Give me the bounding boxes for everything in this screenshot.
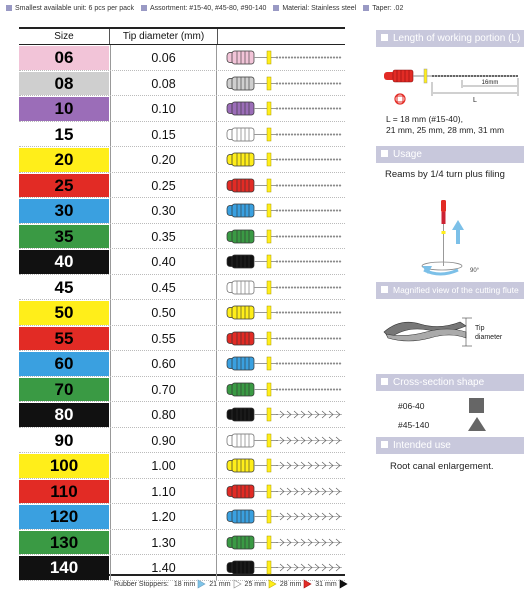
k-file-icon: [218, 555, 345, 580]
triangle-section-icon: [467, 416, 487, 432]
table-row: [19, 173, 345, 199]
table-row: [19, 300, 345, 326]
tip-diameter-cell: 0.55: [110, 326, 217, 352]
file-illustration: [218, 147, 345, 173]
table-row: [19, 377, 345, 403]
file-length-diagram: [380, 62, 520, 110]
table-row: [19, 275, 345, 301]
tip-diameter-cell: 0.30: [110, 198, 217, 224]
angle-label: 90°: [470, 268, 480, 274]
spec-material: Material: Stainless steel: [282, 5, 357, 12]
table-row: [19, 71, 345, 97]
size-cell: 100: [19, 454, 109, 478]
tip-diameter-cell: 1.40: [110, 555, 217, 581]
stopper-28: 28 mm: [280, 581, 313, 588]
bullet-square-icon: [273, 5, 279, 11]
size-cell: 15: [19, 123, 109, 147]
tip-diameter-cell: 0.90: [110, 428, 217, 454]
tip-diameter-cell: 0.35: [110, 224, 217, 250]
table-row: [19, 555, 345, 581]
square-section-icon: [469, 398, 484, 413]
table-row: [19, 351, 345, 377]
table-row: [19, 504, 345, 530]
k-file-icon: [218, 173, 345, 198]
size-cell: 35: [19, 225, 109, 249]
stoppers-label: Rubber Stoppers:: [114, 581, 169, 588]
file-illustration: [218, 479, 345, 505]
file-illustration: [218, 122, 345, 148]
section-usage: Usage: [376, 146, 524, 163]
length-text-1: L = 18 mm (#15-40),: [386, 114, 463, 124]
k-file-icon: [218, 45, 345, 70]
tip-diameter-cell: 0.10: [110, 96, 217, 122]
tip-diameter-cell: 0.08: [110, 71, 217, 97]
file-illustration: [218, 198, 345, 224]
table-row: [19, 249, 345, 275]
k-file-icon: [218, 453, 345, 478]
file-illustration: [218, 555, 345, 581]
file-illustration: [218, 173, 345, 199]
k-file-icon: [218, 428, 345, 453]
flute-diagram: [380, 312, 520, 356]
file-illustration: [218, 300, 345, 326]
section-square-icon: [381, 34, 388, 41]
column-header-size: Size: [19, 29, 110, 44]
tip-diameter-cell: 1.00: [110, 453, 217, 479]
stopper-25: 25 mm: [245, 581, 278, 588]
k-file-icon: [218, 198, 345, 223]
file-illustration: [218, 530, 345, 556]
size-cell: 120: [19, 505, 109, 529]
k-file-icon: [218, 326, 345, 351]
file-illustration: [218, 453, 345, 479]
file-illustration: [218, 326, 345, 352]
size-cell: 55: [19, 327, 109, 351]
size-cell: 40: [19, 250, 109, 274]
size-cell: 80: [19, 403, 109, 427]
tip-diameter-cell: 1.20: [110, 504, 217, 530]
usage-text: Reams by 1/4 turn plus filing: [385, 169, 505, 180]
rubber-stoppers-legend: [114, 578, 349, 592]
spec-taper: Taper: .02: [372, 5, 404, 12]
table-header: [19, 29, 345, 45]
tip-diameter-cell: 0.70: [110, 377, 217, 403]
k-file-icon: [218, 147, 345, 172]
section-square-icon: [381, 286, 388, 293]
file-illustration: [218, 45, 345, 71]
k-file-icon: [218, 122, 345, 147]
file-illustration: [218, 71, 345, 97]
k-file-icon: [218, 275, 345, 300]
size-cell: 20: [19, 148, 109, 172]
section-flute: Magnified view of the cutting flute: [376, 282, 524, 299]
tip-diameter-cell: 0.15: [110, 122, 217, 148]
spec-unit: Smallest available unit: 6 pcs per pack: [15, 5, 135, 12]
k-file-icon: [218, 96, 345, 121]
k-file-icon: [218, 402, 345, 427]
table-row: [19, 96, 345, 122]
size-cell: 90: [19, 429, 109, 453]
table-row: [19, 326, 345, 352]
k-file-icon: [218, 300, 345, 325]
k-file-icon: [218, 71, 345, 96]
table-row: [19, 122, 345, 148]
size-cell: 08: [19, 72, 109, 96]
file-illustration: [218, 275, 345, 301]
table-row: [19, 45, 345, 71]
stopper-arrow-icon: [303, 579, 312, 589]
table-row: [19, 428, 345, 454]
bullet-square-icon: [141, 5, 147, 11]
usage-diagram: [420, 198, 490, 278]
tip-diameter-cell: 0.25: [110, 173, 217, 199]
table-row: [19, 402, 345, 428]
stopper-18: 18 mm: [174, 581, 207, 588]
tip-label-2: diameter: [475, 334, 503, 341]
size-cell: 60: [19, 352, 109, 376]
k-file-icon: [218, 377, 345, 402]
size-cell: 140: [19, 556, 109, 580]
cross-row-2: #45-140: [398, 420, 430, 430]
section-cross: Cross-section shape: [376, 374, 524, 391]
cross-row-1: #06-40: [398, 401, 425, 411]
table-row: [19, 530, 345, 556]
file-illustration: [218, 96, 345, 122]
size-cell: 25: [19, 174, 109, 198]
size-cell: 06: [19, 46, 109, 70]
tip-diameter-cell: 0.20: [110, 147, 217, 173]
file-illustration: [218, 428, 345, 454]
stopper-arrow-icon: [268, 579, 277, 589]
size-cell: 70: [19, 378, 109, 402]
size-cell: 50: [19, 301, 109, 325]
table-row: [19, 147, 345, 173]
bullet-square-icon: [363, 5, 369, 11]
stopper-31: 31 mm: [315, 581, 348, 588]
stopper-arrow-icon: [197, 579, 206, 589]
table-row: [19, 453, 345, 479]
size-cell: 10: [19, 97, 109, 121]
tip-diameter-cell: 0.06: [110, 45, 217, 71]
tip-diameter-cell: 0.50: [110, 300, 217, 326]
column-header-tip: Tip diameter (mm): [110, 29, 218, 44]
length-text-2: 21 mm, 25 mm, 28 mm, 31 mm: [386, 125, 505, 135]
spec-assortment: Assortment: #15-40, #45-80, #90-140: [150, 5, 267, 12]
dim-16mm-label: 16mm: [481, 80, 499, 86]
size-cell: 130: [19, 531, 109, 555]
tip-diameter-cell: 0.80: [110, 402, 217, 428]
section-square-icon: [381, 378, 388, 385]
file-illustration: [218, 249, 345, 275]
k-file-icon: [218, 530, 345, 555]
k-file-icon: [218, 504, 345, 529]
k-file-icon: [218, 479, 345, 504]
table-row: [19, 479, 345, 505]
intended-text: Root canal enlargement.: [390, 461, 494, 472]
file-illustration: [218, 504, 345, 530]
section-square-icon: [381, 441, 388, 448]
tip-diameter-cell: 0.40: [110, 249, 217, 275]
size-cell: 30: [19, 199, 109, 223]
file-illustration: [218, 377, 345, 403]
k-file-icon: [218, 351, 345, 376]
tip-diameter-cell: 0.60: [110, 351, 217, 377]
k-file-icon: [218, 249, 345, 274]
stopper-arrow-icon: [233, 579, 242, 589]
table-row: [19, 198, 345, 224]
tip-diameter-cell: 1.30: [110, 530, 217, 556]
section-intended: Intended use: [376, 437, 524, 454]
stopper-arrow-icon: [339, 579, 348, 589]
file-illustration: [218, 402, 345, 428]
stopper-21: 21 mm: [209, 581, 242, 588]
k-file-icon: [218, 224, 345, 249]
size-cell: 45: [19, 276, 109, 300]
bullet-square-icon: [6, 5, 12, 11]
section-length: Length of working portion (L): [376, 30, 524, 47]
size-cell: 110: [19, 480, 109, 504]
dim-L-label: L: [473, 97, 477, 104]
size-table: [19, 27, 345, 576]
table-row: [19, 224, 345, 250]
tip-diameter-cell: 1.10: [110, 479, 217, 505]
spec-header: [6, 3, 528, 15]
file-illustration: [218, 224, 345, 250]
section-square-icon: [381, 150, 388, 157]
tip-diameter-cell: 0.45: [110, 275, 217, 301]
tip-label-1: Tip: [475, 325, 485, 332]
file-illustration: [218, 351, 345, 377]
